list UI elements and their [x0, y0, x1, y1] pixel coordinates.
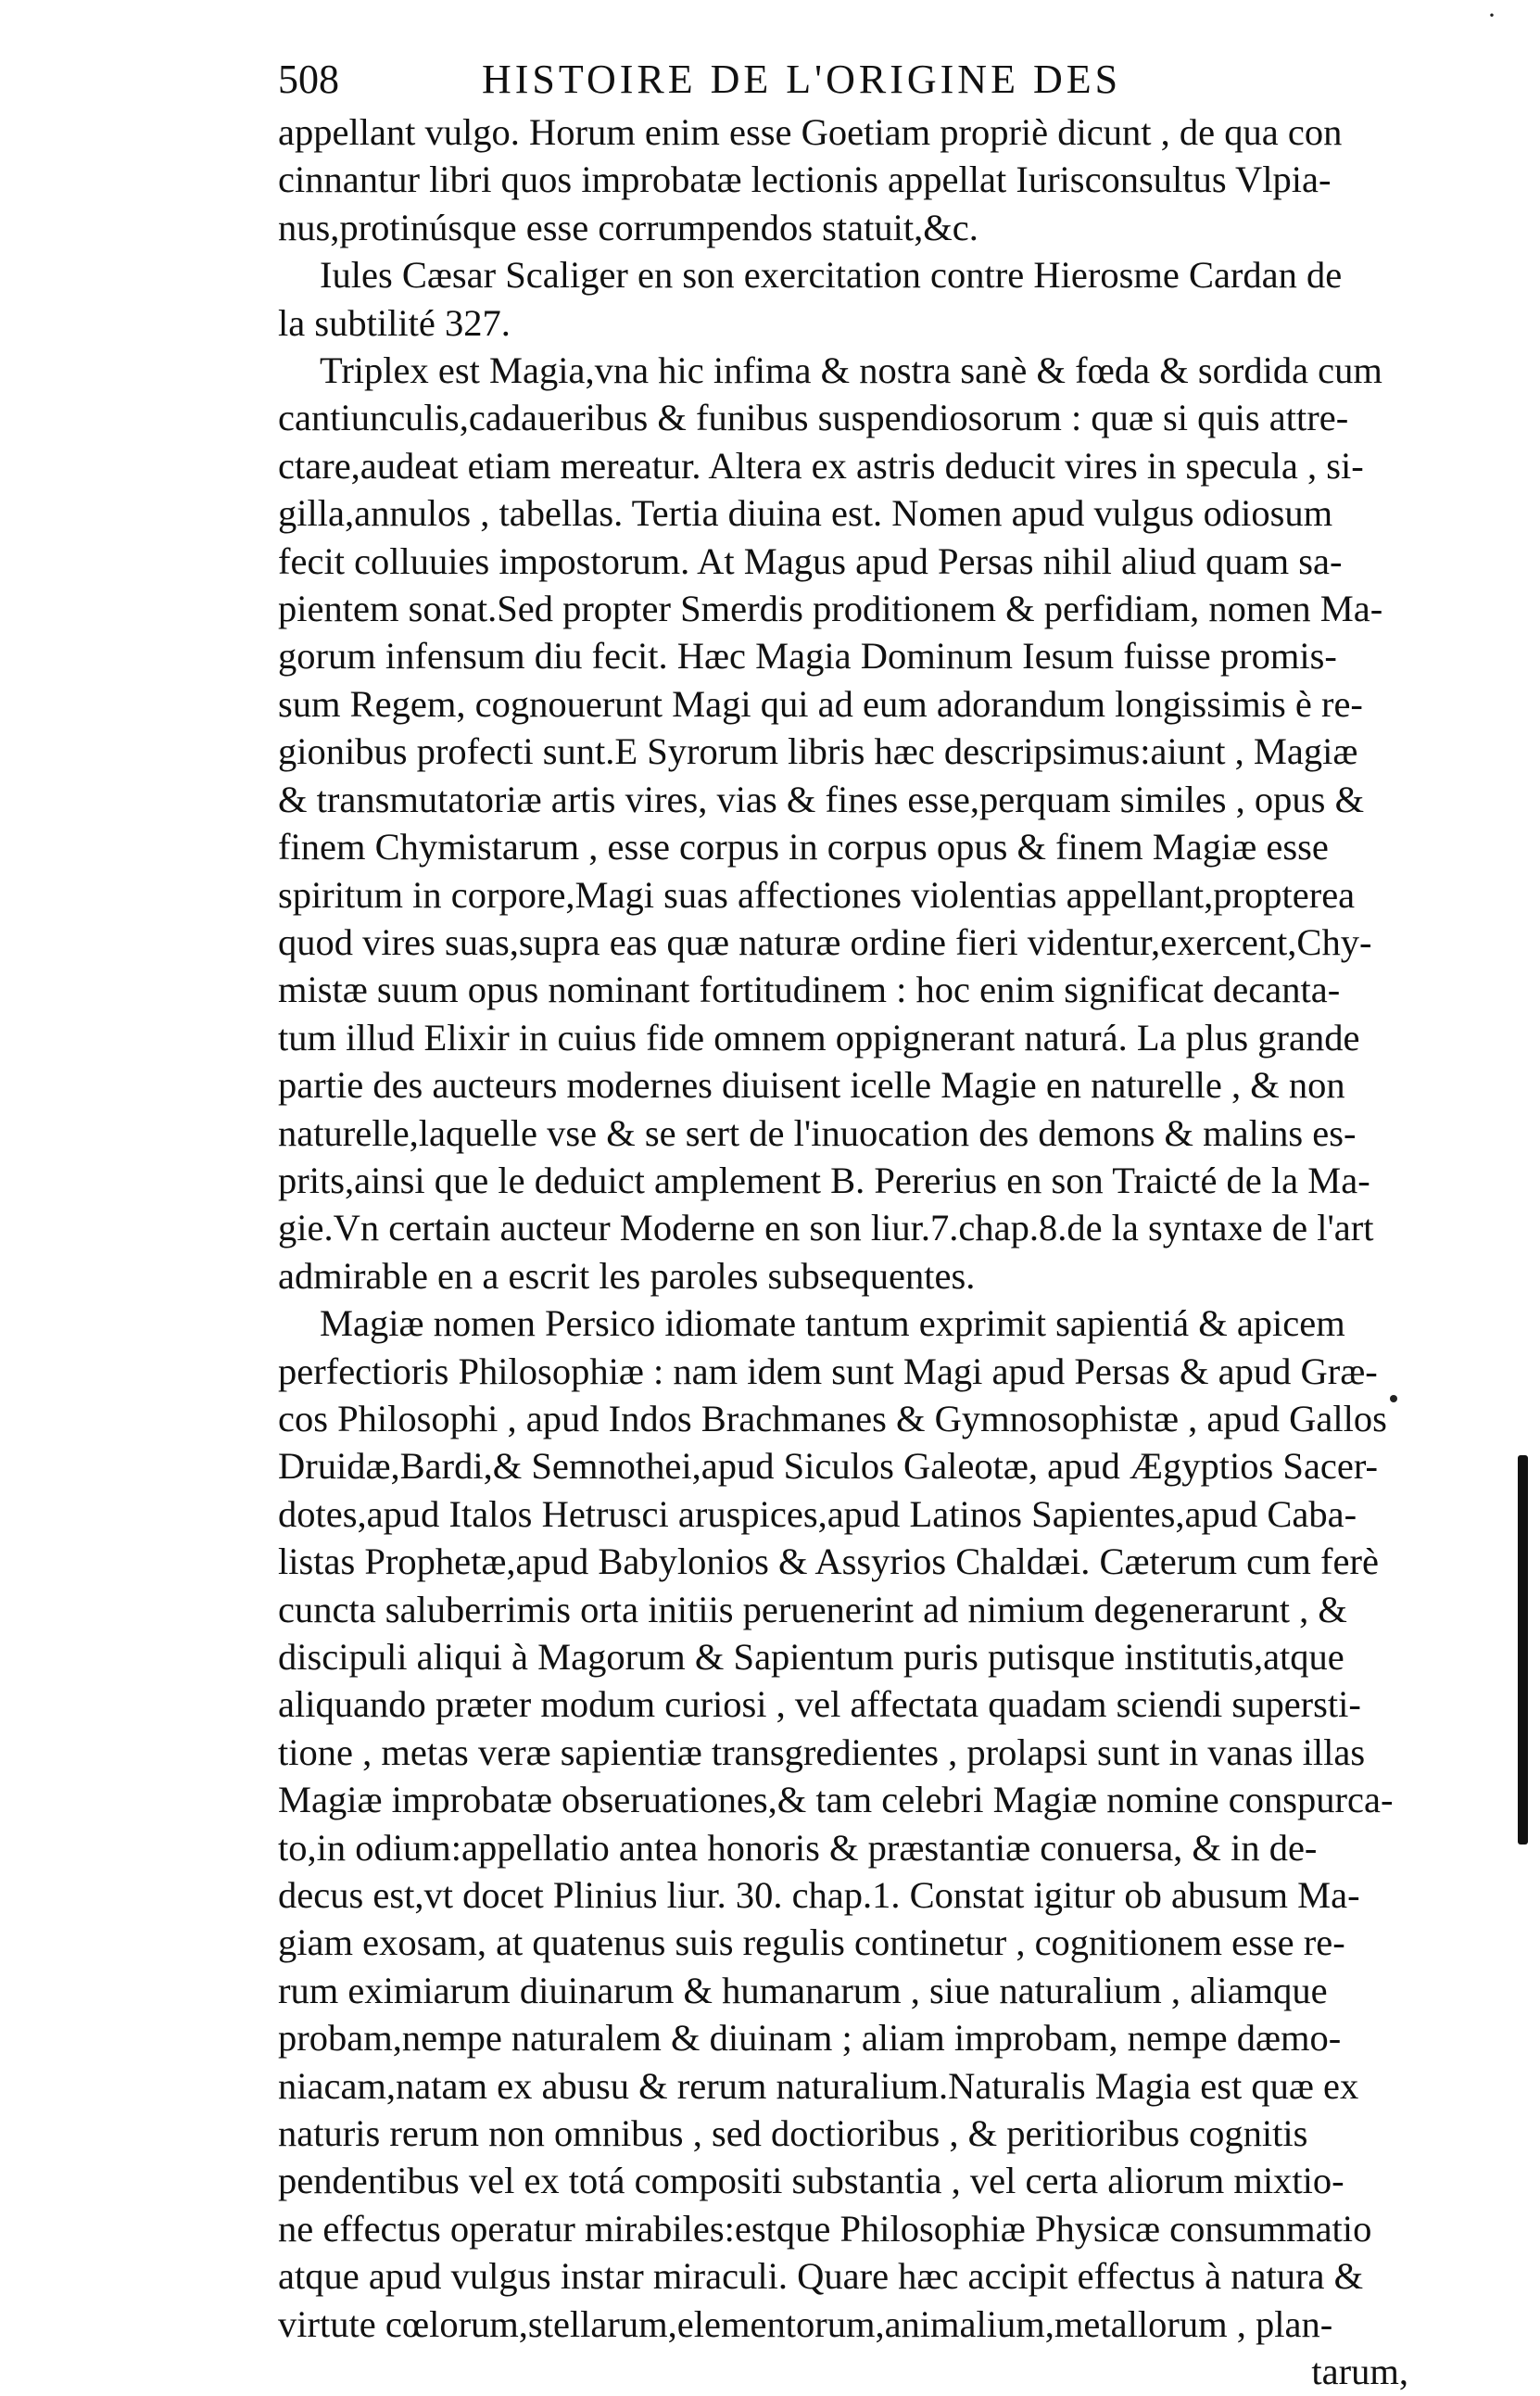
paragraph: [278, 251, 1418, 347]
paragraph: [278, 1299, 1418, 2348]
text-line: perfectioris Philosophiæ : nam idem sunt Magi apud Persas & apud Græ-: [278, 1350, 1378, 1392]
catchword: tarum,: [1311, 2351, 1408, 2393]
text-line: ne effectus operatur mirabiles:estque Philosophiæ Physicæ consummatio: [278, 2207, 1372, 2250]
page-edge-shadow: [1518, 1455, 1528, 1845]
book-page: [278, 51, 1418, 2396]
text-line: spiritum in corpore,Magi suas affectiones violentias appellant,propterea: [278, 873, 1356, 916]
paragraph: [278, 108, 1418, 251]
text-line: giam exosam, at quatenus suis regulis continetur , cognitionem esse re-: [278, 1921, 1345, 1964]
text-line: cuncta saluberrimis orta initiis peruenerint ad nimium degenerarunt , &: [278, 1588, 1347, 1630]
text-line: quod vires suas,supra eas quæ naturæ ordine fieri videntur,exercent,Chy-: [278, 920, 1372, 963]
body-text: [278, 108, 1418, 2348]
text-line: Iules Cæsar Scaliger en son exercitation contre Hierosme Cardan de: [320, 254, 1343, 297]
text-line: Magiæ nomen Persico idiomate tantum exprimit sapientiá & apicem: [320, 1302, 1345, 1345]
text-line: mistæ suum opus nominant fortitudinem : hoc enim significat decanta-: [278, 969, 1341, 1011]
margin-mark: ·: [1487, 0, 1496, 31]
text-line: appellant vulgo. Horum enim esse Goetiam propriè dicunt , de qua con: [278, 111, 1343, 153]
text-line: la subtilité 327.: [278, 301, 511, 344]
text-line: gionibus profecti sunt.E Syrorum libris hæc descripsimus:aiunt , Magiæ: [278, 730, 1358, 773]
text-line: partie des aucteurs modernes diuisent icelle Magie en naturelle , & non: [278, 1064, 1345, 1107]
text-line: cos Philosophi , apud Indos Brachmanes & Gymnosophistæ , apud Gallos: [278, 1397, 1387, 1439]
text-line: discipuli aliqui à Magorum & Sapientum puris putisque institutis,atque: [278, 1636, 1344, 1678]
text-line: finem Chymistarum , esse corpus in corpus opus & finem Magiæ esse: [278, 826, 1329, 868]
running-title: HISTOIRE DE L'ORIGINE DES: [482, 57, 1122, 102]
text-line: decus est,vt docet Plinius liur. 30. chap.1. Constat igitur ob abusum Ma-: [278, 1874, 1360, 1917]
text-line: to,in odium:appellatio antea honoris & præstantiæ conuersa, & in de-: [278, 1826, 1318, 1869]
text-line: tione , metas veræ sapientiæ transgredientes , prolapsi sunt in vanas illas: [278, 1730, 1366, 1773]
text-line: Druidæ,Bardi,& Semnothei,apud Siculos Galeotæ, apud Ægyptios Sacer-: [278, 1445, 1379, 1488]
text-line: ctare,audeat etiam mereatur. Altera ex astris deducit vires in specula , si-: [278, 444, 1364, 487]
page-header: [278, 51, 1418, 108]
text-line: rum eximiarum diuinarum & humanarum , siue naturalium , aliamque: [278, 1969, 1328, 2011]
text-line: admirable en a escrit les paroles subsequentes.: [278, 1254, 976, 1297]
text-line: fecit colluuies impostorum. At Magus apud Persas nihil aliud quam sa-: [278, 539, 1343, 582]
text-line: aliquando præter modum curiosi , vel affectata quadam sciendi supersti-: [278, 1683, 1361, 1726]
text-line: cantiunculis,cadaueribus & funibus suspendiosorum : quæ si quis attre-: [278, 397, 1349, 439]
text-line: nus,protinúsque esse corrumpendos statuit,&c.: [278, 206, 978, 248]
text-line: Triplex est Magia,vna hic infima & nostra sanè & fœda & sordida cum: [320, 349, 1382, 392]
text-line: probam,nempe naturalem & diuinam ; aliam improbam, nempe dæmo-: [278, 2017, 1342, 2060]
text-line: sum Regem, cognouerunt Magi qui ad eum adorandum longissimis è re-: [278, 682, 1363, 725]
text-line: gie.Vn certain aucteur Moderne en son liur.7.chap.8.de la syntaxe de l'art: [278, 1207, 1374, 1249]
text-line: tum illud Elixir in cuius fide omnem oppignerant naturá. La plus grande: [278, 1016, 1360, 1059]
text-line: niacam,natam ex abusu & rerum naturalium.Naturalis Magia est quæ ex: [278, 2064, 1359, 2107]
paragraph: [278, 347, 1418, 1299]
text-line: dotes,apud Italos Hetrusci aruspices,apud Latinos Sapientes,apud Caba-: [278, 1492, 1357, 1535]
text-line: pientem sonat.Sed propter Smerdis proditionem & perfidiam, nomen Ma-: [278, 588, 1383, 630]
text-line: gorum infensum diu fecit. Hæc Magia Dominum Iesum fuisse promis-: [278, 635, 1337, 678]
text-line: cinnantur libri quos improbatæ lectionis appellat Iurisconsultus Vlpia-: [278, 158, 1332, 201]
text-line: prits,ainsi que le deduict amplement B. Pererius en son Traicté de la Ma-: [278, 1159, 1370, 1201]
text-line: virtute cœlorum,stellarum,elementorum,animalium,metallorum , plan-: [278, 2302, 1333, 2345]
text-line: naturis rerum non omnibus , sed doctioribus , & peritioribus cognitis: [278, 2112, 1308, 2155]
page-number: 508: [278, 57, 339, 102]
text-line: pendentibus vel ex totá compositi substantia , vel certa aliorum mixtio-: [278, 2160, 1344, 2202]
text-line: & transmutatoriæ artis vires, vias & fines esse,perquam similes , opus &: [278, 778, 1365, 820]
text-line: gilla,annulos , tabellas. Tertia diuina est. Nomen apud vulgus odiosum: [278, 492, 1333, 535]
text-line: atque apud vulgus instar miraculi. Quare hæc accipit effectus à natura &: [278, 2255, 1364, 2298]
text-line: listas Prophetæ,apud Babylonios & Assyrios Chaldæi. Cæterum cum ferè: [278, 1540, 1379, 1583]
text-line: naturelle,laquelle vse & se sert de l'inuocation des demons & malins es-: [278, 1111, 1357, 1154]
text-line: Magiæ improbatæ obseruationes,& tam celebri Magiæ nomine conspurca-: [278, 1779, 1394, 1821]
